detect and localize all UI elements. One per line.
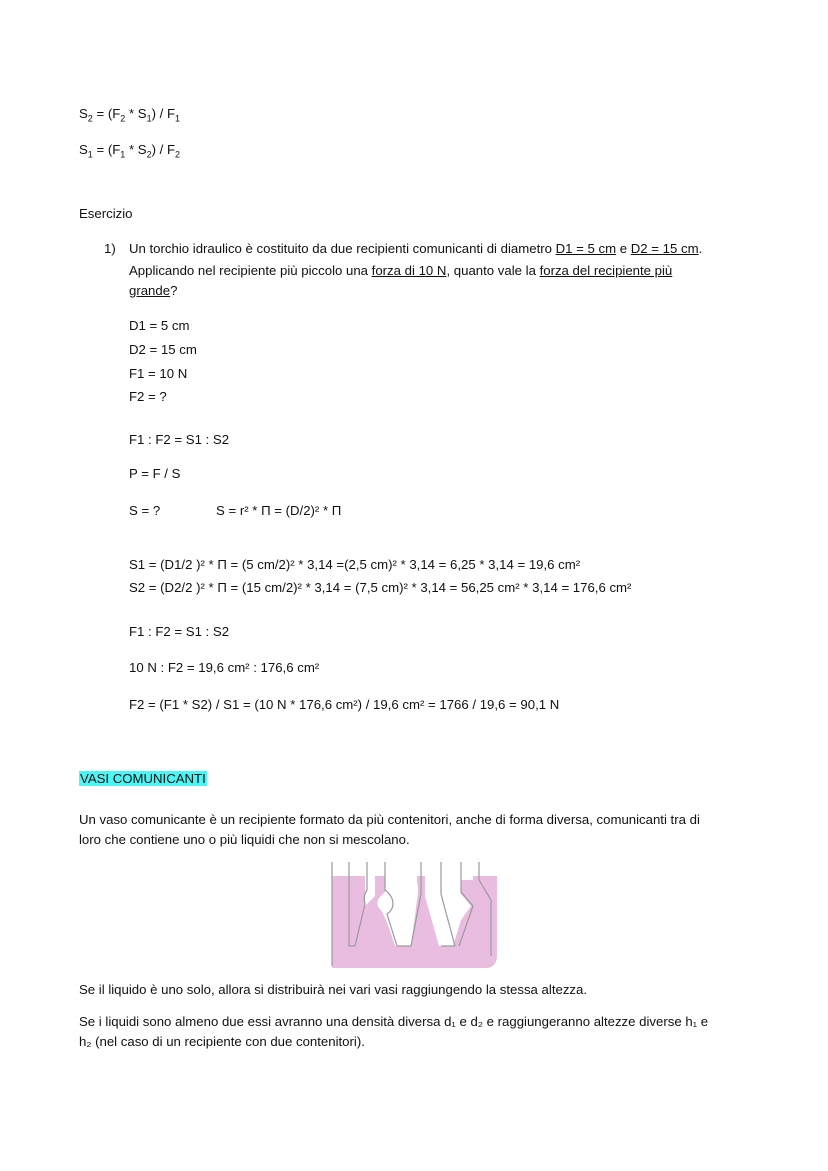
s2-calculation: S2 = (D2/2 )² * Π = (15 cm/2)² * 3,14 = (7,5 cm)² * 3,14 = 56,25 cm² * 3,14 = 176,6 cm²	[129, 580, 632, 595]
paragraph-single-liquid: Se il liquido è uno solo, allora si distribuirà nei vari vasi raggiungendo la stessa altezza.	[79, 982, 588, 997]
exercise-heading: Esercizio	[79, 206, 133, 221]
exercise-line-3: grande?	[129, 283, 178, 298]
given-f1: F1 = 10 N	[129, 366, 188, 381]
exercise-line-1: Un torchio idraulico è costituito da due recipienti comunicanti di diametro D1 = 5 cm e D2 = 15 cm.	[129, 241, 703, 256]
diameter-d2: D2 = 15 cm	[630, 241, 699, 256]
surface-unknown: S = ?	[129, 503, 161, 518]
given-f2: F2 = ?	[129, 389, 167, 404]
paragraph-two-liquids-2: h₂ (nel caso di un recipiente con due contenitori).	[79, 1034, 365, 1049]
definition-line-1: Un vaso comunicante è un recipiente formato da più contenitori, anche di forma diversa, comunicanti tra di	[79, 812, 700, 827]
diameter-d1: D1 = 5 cm	[555, 241, 617, 256]
force-large: forza del recipiente più	[539, 263, 673, 278]
given-d1: D1 = 5 cm	[129, 318, 190, 333]
formula-s1: $S_1 = (F_1 * S_2) / F_2$	[79, 142, 181, 160]
formula-s2: $S_2 = (F_2 * S_1) / F_1$	[79, 106, 181, 124]
communicating-vessels-illustration	[327, 860, 497, 968]
pressure-formula: P = F / S	[129, 466, 181, 481]
given-d2: D2 = 15 cm	[129, 342, 197, 357]
definition-line-2: loro che contiene uno o più liquidi che non si mescolano.	[79, 832, 410, 847]
section-heading: VASI COMUNICANTI	[80, 771, 206, 786]
paragraph-two-liquids-1: Se i liquidi sono almeno due essi avranno una densità diversa d₁ e d₂ e raggiungeranno altezze diverse h₁ e	[79, 1014, 709, 1029]
exercise-line-2: Applicando nel recipiente più piccolo una forza di 10 N, quanto vale la forza del recipiente più	[129, 263, 673, 278]
force-10n: forza di 10 N	[371, 263, 447, 278]
s1-calculation: S1 = (D1/2 )² * Π = (5 cm/2)² * 3,14 =(2,5 cm)² * 3,14 = 6,25 * 3,14 = 19,6 cm²	[129, 557, 581, 572]
proportion-2: F1 : F2 = S1 : S2	[129, 624, 230, 639]
proportion-numeric: 10 N : F2 = 19,6 cm² : 176,6 cm²	[129, 660, 320, 675]
surface-formula: S = r² * Π = (D/2)² * Π	[216, 503, 342, 518]
result-f2: F2 = (F1 * S2) / S1 = (10 N * 176,6 cm²) / 19,6 cm² = 1766 / 19,6 = 90,1 N	[129, 697, 560, 712]
exercise-number: 1)	[104, 241, 116, 256]
proportion-1: F1 : F2 = S1 : S2	[129, 432, 230, 447]
